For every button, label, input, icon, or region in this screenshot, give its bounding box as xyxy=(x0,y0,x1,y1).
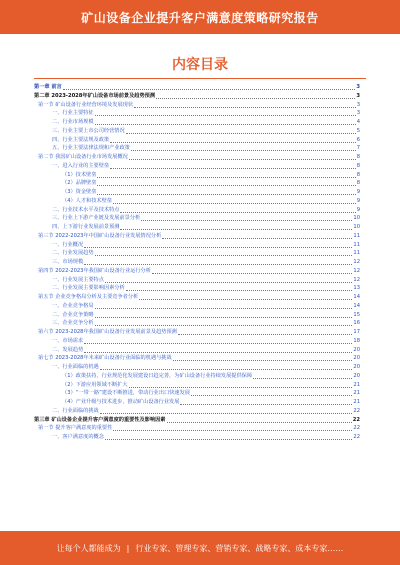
toc-entry-label: 一、行业发展主要特点 xyxy=(52,276,104,283)
toc-dot-leader xyxy=(178,334,353,335)
toc-dot-leader xyxy=(126,290,353,291)
toc-heading: 内容目录 xyxy=(172,57,228,73)
toc-dot-leader xyxy=(126,133,356,134)
toc-dot-leader xyxy=(100,369,353,370)
toc-dot-leader xyxy=(95,255,353,256)
toc-entry-label: 一、行业面临的机遇 xyxy=(52,364,99,370)
toc-entry-page: 3 xyxy=(356,92,360,99)
toc-entry[interactable] xyxy=(34,136,360,145)
toc-dot-leader xyxy=(152,273,352,274)
toc-entry[interactable] xyxy=(34,354,360,363)
toc-entry-label: （1）政策扶持，行业规范化发展建设日趋完善，为矿山设备行业持续发展提供保障 xyxy=(62,372,253,379)
toc-entry[interactable] xyxy=(34,337,360,346)
toc-entry-label: 四、行业主要法规及政策 xyxy=(52,136,110,143)
toc-entry-page: 18 xyxy=(353,337,360,344)
toc-entry[interactable] xyxy=(34,109,360,118)
toc-entry-page: 9 xyxy=(356,189,360,195)
toc-entry-page: 21 xyxy=(353,381,360,388)
toc-dot-leader xyxy=(63,89,356,90)
toc-dot-leader xyxy=(97,194,355,195)
toc-entry-page: 3 xyxy=(356,110,360,117)
toc-entry-label: 一、客户满意度的概念 xyxy=(52,434,104,440)
toc-entry-label: 一、市场需求 xyxy=(52,337,84,344)
toc-entry-page: 22 xyxy=(353,425,360,432)
toc-entry[interactable] xyxy=(34,197,360,206)
toc-entry[interactable] xyxy=(34,214,360,223)
toc-dot-leader xyxy=(162,238,352,239)
toc-entry-page: 22 xyxy=(353,434,360,440)
toc-entry-label: 三、市场规模 xyxy=(52,259,84,265)
toc-entry-page: 20 xyxy=(353,372,360,379)
toc-dot-leader xyxy=(110,142,356,143)
toc-entry-page: 6 xyxy=(356,136,360,143)
toc-entry-label: （1）技术壁垒 xyxy=(62,171,97,178)
toc-entry-page: 5 xyxy=(356,127,360,134)
toc-entry[interactable] xyxy=(34,267,360,276)
footer-slogan-left: 让每个人都能成为 xyxy=(56,543,121,553)
toc-entry[interactable] xyxy=(34,223,360,232)
toc-dot-leader xyxy=(95,124,356,125)
toc-entry-page: 11 xyxy=(353,250,360,257)
top-banner xyxy=(0,0,400,34)
toc-entry-label: 四、上下游行业发展前景预测 xyxy=(52,224,120,230)
toc-entry[interactable] xyxy=(34,381,360,390)
toc-entry-page: 12 xyxy=(353,267,360,274)
toc-entry-page: 11 xyxy=(353,241,360,248)
toc-entry-label: （3）资金壁垒 xyxy=(62,189,97,195)
toc-entry[interactable] xyxy=(34,162,360,171)
toc-entry-label: 第二节 我国矿山设备行业市场发展概况 xyxy=(38,154,128,160)
toc-entry-page: 8 xyxy=(356,154,360,160)
toc-entry-label: 二、企业竞争策略 xyxy=(52,311,94,318)
toc-entry-label: 第二章 2023-2028年矿山设备市场前景及趋势预测 xyxy=(34,92,156,99)
toc-entry-label: 二、行业发展趋势 xyxy=(52,250,94,257)
toc-entry[interactable] xyxy=(34,127,360,136)
toc-entry[interactable] xyxy=(34,346,360,355)
toc-dot-leader xyxy=(113,203,356,204)
toc-entry[interactable] xyxy=(34,118,360,127)
toc-dot-leader xyxy=(97,177,355,178)
toc-dot-leader xyxy=(95,325,353,326)
toc-entry-label: 第三章 矿山设备企业提升客户满意度的重要性及影响因素 xyxy=(34,416,166,423)
toc-entry[interactable] xyxy=(34,398,360,407)
toc-entry-label: 第六节 2023-2028年我国矿山设备行业发展前景及趋势预测 xyxy=(38,329,177,335)
toc-entry[interactable] xyxy=(34,284,360,293)
toc-entry[interactable] xyxy=(34,83,360,92)
toc-entry[interactable] xyxy=(34,302,360,311)
toc-dot-leader xyxy=(95,317,353,318)
toc-entry-label: 第五节 企业竞争格局分析及主要竞争者分析 xyxy=(38,294,139,300)
toc-dot-leader xyxy=(84,343,352,344)
toc-entry-page: 10 xyxy=(353,215,360,222)
toc-dot-leader xyxy=(84,264,352,265)
toc-dot-leader xyxy=(191,395,352,396)
toc-entry[interactable] xyxy=(34,389,360,398)
toc-dot-leader xyxy=(129,159,356,160)
toc-entry-page: 7 xyxy=(356,145,360,152)
toc-dot-leader xyxy=(84,352,352,353)
toc-entry-label: 一、进入行业的主要壁垒 xyxy=(52,162,110,169)
toc-entry-page: 3 xyxy=(356,84,360,90)
toc-dot-leader xyxy=(129,387,353,388)
footer-separator: | xyxy=(126,543,130,553)
toc-dot-leader xyxy=(120,212,355,213)
toc-entry-page: 21 xyxy=(353,390,360,397)
toc-entry-page: 4 xyxy=(356,119,360,125)
toc-entry-label: 一、企业竞争格局 xyxy=(52,302,94,309)
toc-dot-leader xyxy=(180,404,352,405)
toc-entry[interactable] xyxy=(34,188,360,197)
footer-slogan-right: 行业专家、管理专家、营销专家、战略专家、成本专家…… xyxy=(135,543,344,553)
toc-entry-page: 10 xyxy=(353,224,360,230)
toc-entry[interactable] xyxy=(34,153,360,162)
toc-entry-page: 8 xyxy=(356,171,360,178)
toc-entry-label: 二、行业面临的挑战 xyxy=(52,407,99,414)
toc-entry-page: 14 xyxy=(353,302,360,309)
toc-entry-page: 12 xyxy=(353,276,360,283)
toc-dot-leader xyxy=(110,168,356,169)
toc-entry[interactable] xyxy=(34,407,360,416)
toc-entry-page: 13 xyxy=(353,285,360,292)
toc-dot-leader xyxy=(120,229,352,230)
toc-entry-label: 二、行业市场规模 xyxy=(52,119,94,125)
toc-entry[interactable] xyxy=(34,372,360,381)
bottom-banner xyxy=(0,531,400,565)
toc-entry-label: 三、企业竞争分析 xyxy=(52,320,94,327)
toc-entry-page: 16 xyxy=(353,320,360,327)
toc-entry[interactable] xyxy=(34,363,360,372)
toc-entry-label: 三、行业上下游产业链及发展前景分析 xyxy=(52,215,141,222)
toc-entry-page: 8 xyxy=(356,180,360,187)
toc-entry[interactable] xyxy=(34,258,360,267)
toc-entry-label: 五、行业主要法律法规和产业政策 xyxy=(52,145,130,152)
toc-entry[interactable] xyxy=(34,328,360,337)
toc-entry-label: （4）产业升级与技术进步，推动矿山设备行业发展 xyxy=(62,399,180,405)
document-title: 矿山设备企业提升客户满意度策略研究报告 xyxy=(81,10,319,25)
toc-entry[interactable] xyxy=(34,319,360,328)
toc-entry-page: 22 xyxy=(352,416,360,423)
toc-dot-leader xyxy=(113,430,352,431)
toc-entry-label: （4）人才和技术壁垒 xyxy=(62,197,112,204)
toc-entry-page: 20 xyxy=(353,355,360,362)
toc-entry[interactable] xyxy=(34,101,360,110)
toc-entry[interactable] xyxy=(34,92,360,101)
toc-entry-page: 21 xyxy=(353,399,360,405)
toc-entry-page: 11 xyxy=(353,232,360,239)
toc-entry-label: （3）“一带一路”建设不断推进，带动行业出口快速发展 xyxy=(62,390,190,397)
toc-entry-page: 9 xyxy=(356,197,360,204)
toc-dot-leader xyxy=(139,299,352,300)
toc-entry-page: 9 xyxy=(356,206,360,213)
toc-entry[interactable] xyxy=(34,232,360,241)
toc-entry-label: 一、行业概况 xyxy=(52,241,84,248)
toc-dot-leader xyxy=(173,360,353,361)
toc-entry-page: 8 xyxy=(356,162,360,169)
toc-entry-page: 3 xyxy=(356,101,360,108)
toc-entry-label: 第一章 前言 xyxy=(34,84,62,90)
toc-entry[interactable] xyxy=(34,144,360,153)
toc-dot-leader xyxy=(131,150,356,151)
toc-entry-label: 第七节 2023-2028年未来矿山设备行业面临的机遇与挑战 xyxy=(38,355,172,362)
toc-entry[interactable] xyxy=(34,171,360,180)
toc-entry[interactable] xyxy=(34,249,360,258)
toc-entry-page: 12 xyxy=(353,259,360,265)
toc-entry-page: 22 xyxy=(353,407,360,414)
toc-entry-label: 二、行业技术水平及技术特点 xyxy=(52,206,120,213)
toc-list xyxy=(34,83,360,442)
toc-dot-leader xyxy=(134,107,356,108)
toc-entry[interactable] xyxy=(34,241,360,250)
toc-entry-label: 二、发展趋势 xyxy=(52,346,84,353)
toc-dot-leader xyxy=(100,413,353,414)
toc-entry-page: 14 xyxy=(353,294,360,300)
toc-entry-label: 第一节 提升客户满意度的重要性 xyxy=(38,425,113,432)
toc-entry-label: （2）下游应用领域不断扩大 xyxy=(62,381,128,388)
toc-entry[interactable] xyxy=(34,179,360,188)
toc-entry[interactable] xyxy=(34,206,360,215)
toc-entry-page: 20 xyxy=(353,364,360,370)
toc-entry-page: 20 xyxy=(353,346,360,353)
toc-dot-leader xyxy=(97,185,355,186)
toc-entry-label: （2）品牌壁垒 xyxy=(62,180,97,187)
toc-dot-leader xyxy=(105,282,353,283)
toc-entry-label: 第一节 矿山设备行业经营环境及发展现状 xyxy=(38,101,134,108)
toc-dot-leader xyxy=(253,378,352,379)
toc-entry-label: 一、行业主要特征 xyxy=(52,110,94,117)
toc-entry-label: 第三节 2022-2023年中国矿山设备行业发展情况分析 xyxy=(38,232,162,239)
toc-dot-leader xyxy=(156,98,355,99)
toc-entry-label: 第四节 2022-2023年我国矿山设备行业运行分析 xyxy=(38,267,151,274)
toc-entry[interactable] xyxy=(34,311,360,320)
toc-entry[interactable] xyxy=(34,293,360,302)
toc-entry[interactable] xyxy=(34,416,360,425)
toc-entry[interactable] xyxy=(34,433,360,442)
toc-entry[interactable] xyxy=(34,424,360,433)
toc-entry-page: 17 xyxy=(353,329,360,335)
toc-dot-leader xyxy=(141,220,352,221)
toc-dot-leader xyxy=(95,308,353,309)
toc-entry-label: 三、行业主要上市公司经营情况 xyxy=(52,127,125,134)
toc-dot-leader xyxy=(167,422,352,423)
toc-entry-label: 二、行业发展主要影响因素分析 xyxy=(52,285,125,292)
toc-dot-leader xyxy=(105,439,353,440)
toc-dot-leader xyxy=(84,247,352,248)
toc-entry[interactable] xyxy=(34,276,360,285)
toc-entry-page: 15 xyxy=(353,311,360,318)
toc-divider xyxy=(34,78,366,79)
toc-dot-leader xyxy=(95,115,356,116)
